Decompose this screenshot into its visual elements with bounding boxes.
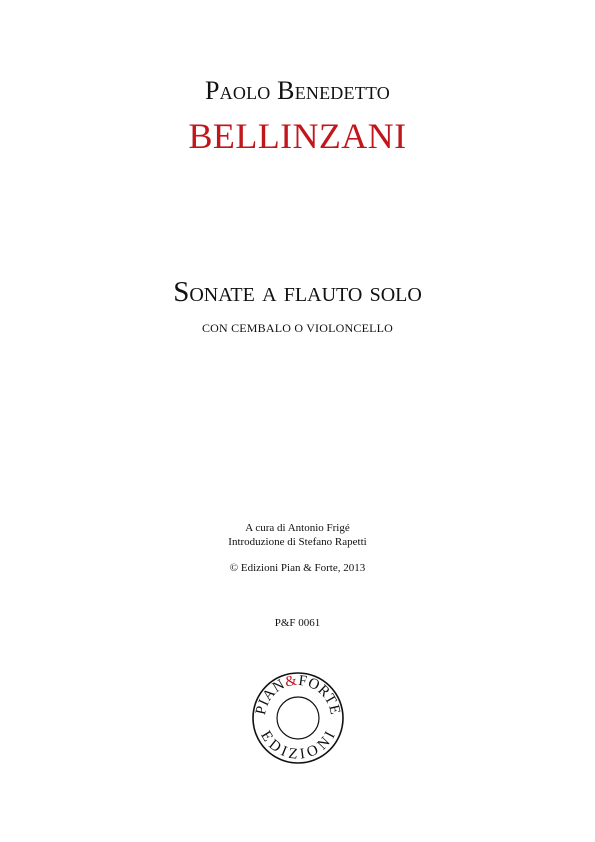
work-subtitle: CON CEMBALO O VIOLONCELLO xyxy=(201,321,394,335)
composer-last-name: BELLINZANI xyxy=(188,116,407,156)
svg-text:PIAN&FORTE xyxy=(253,673,343,717)
publisher-logo xyxy=(251,671,345,765)
svg-text:EDIZIONI xyxy=(257,728,339,763)
catalog-number: P&F 0061 xyxy=(274,617,321,629)
work-title: Sonate a flauto solo xyxy=(173,276,422,308)
logo-ampersand: & xyxy=(283,672,299,691)
logo-inner-ring xyxy=(277,697,319,739)
logo-text-edizioni: EDIZIONI xyxy=(257,728,340,763)
editor-credit: A cura di Antonio Frigé xyxy=(245,522,350,534)
logo-text-forte: FORTE xyxy=(297,672,343,717)
logo-text-pian: PIAN xyxy=(253,676,288,717)
introduction-credit: Introduzione di Stefano Rapetti xyxy=(228,536,367,548)
composer-first-names: Paolo Benedetto xyxy=(205,76,390,105)
copyright-notice: © Edizioni Pian & Forte, 2013 xyxy=(229,562,366,574)
publisher-seal-icon xyxy=(251,671,345,765)
